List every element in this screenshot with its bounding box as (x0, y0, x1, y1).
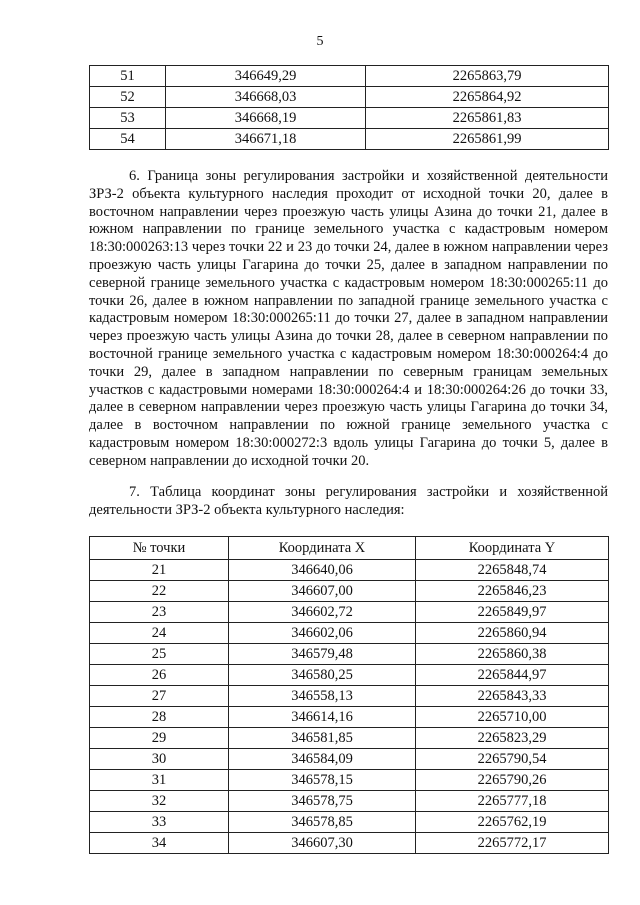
table-row (90, 129, 609, 150)
point-number-cell: 34 (90, 833, 229, 854)
coordinate-x-cell: 346607,00 (229, 581, 416, 602)
coordinate-x-cell: 346578,15 (229, 770, 416, 791)
table-row (90, 686, 609, 707)
table-row (90, 560, 609, 581)
point-number-cell: 31 (90, 770, 229, 791)
table-row (90, 66, 609, 87)
coord-table-body (90, 560, 609, 854)
point-number-cell: 53 (90, 108, 166, 129)
table-row (90, 749, 609, 770)
point-number-cell: 54 (90, 129, 166, 150)
point-number-cell: 26 (90, 665, 229, 686)
point-number-cell: 52 (90, 87, 166, 108)
coordinate-x-cell: 346558,13 (229, 686, 416, 707)
table-row (90, 108, 609, 129)
point-number-cell: 29 (90, 728, 229, 749)
point-number-cell: 32 (90, 791, 229, 812)
coordinate-y-cell: 2265864,92 (366, 87, 609, 108)
point-number-cell: 30 (90, 749, 229, 770)
table-row (90, 728, 609, 749)
coordinate-y-cell: 2265762,19 (416, 812, 609, 833)
coordinates-table (89, 536, 609, 854)
coordinate-y-cell: 2265860,38 (416, 644, 609, 665)
page-number: 5 (316, 34, 324, 49)
coordinate-x-cell: 346668,03 (166, 87, 366, 108)
table-row (90, 665, 609, 686)
point-number-cell: 25 (90, 644, 229, 665)
coordinate-y-cell: 2265710,00 (416, 707, 609, 728)
top-table-body (90, 66, 609, 150)
coordinate-x-cell: 346614,16 (229, 707, 416, 728)
coordinate-x-cell: 346649,29 (166, 66, 366, 87)
coordinate-y-cell: 2265823,29 (416, 728, 609, 749)
coordinate-x-cell: 346584,09 (229, 749, 416, 770)
table-row (90, 833, 609, 854)
coordinate-x-cell: 346602,72 (229, 602, 416, 623)
coordinate-y-cell: 2265863,79 (366, 66, 609, 87)
table-row (90, 623, 609, 644)
coordinate-y-cell: 2265848,74 (416, 560, 609, 581)
top-coordinates-table (89, 65, 609, 150)
coordinate-x-cell: 346668,19 (166, 108, 366, 129)
coordinate-y-cell: 2265861,83 (366, 108, 609, 129)
coordinate-x-cell: 346580,25 (229, 665, 416, 686)
coordinate-y-cell: 2265860,94 (416, 623, 609, 644)
coordinate-x-cell: 346578,85 (229, 812, 416, 833)
coordinate-y-cell: 2265861,99 (366, 129, 609, 150)
coordinate-y-cell: 2265772,17 (416, 833, 609, 854)
header-point-number: № точки (90, 537, 229, 560)
point-number-cell: 27 (90, 686, 229, 707)
coordinate-y-cell: 2265849,97 (416, 602, 609, 623)
coordinate-y-cell: 2265790,26 (416, 770, 609, 791)
table-row (90, 581, 609, 602)
point-number-cell: 28 (90, 707, 229, 728)
table-row (90, 791, 609, 812)
coordinate-y-cell: 2265777,18 (416, 791, 609, 812)
coordinate-y-cell: 2265846,23 (416, 581, 609, 602)
table-row (90, 602, 609, 623)
point-number-cell: 33 (90, 812, 229, 833)
coordinate-x-cell: 346671,18 (166, 129, 366, 150)
header-coordinate-y: Координата Y (416, 537, 609, 560)
table-row (90, 812, 609, 833)
table-row (90, 87, 609, 108)
coordinate-x-cell: 346602,06 (229, 623, 416, 644)
paragraph-7-table-caption: 7. Таблица координат зоны регулирования застройки и хозяйственной деятельности ЗРЗ-2 объекта культурного наследия: (89, 484, 608, 518)
table-row (90, 770, 609, 791)
coordinate-x-cell: 346581,85 (229, 728, 416, 749)
point-number-cell: 21 (90, 560, 229, 581)
table-row (90, 644, 609, 665)
coordinate-x-cell: 346579,48 (229, 644, 416, 665)
point-number-cell: 51 (90, 66, 166, 87)
coordinate-x-cell: 346640,06 (229, 560, 416, 581)
coordinate-x-cell: 346607,30 (229, 833, 416, 854)
table-row (90, 707, 609, 728)
point-number-cell: 22 (90, 581, 229, 602)
coordinate-y-cell: 2265790,54 (416, 749, 609, 770)
paragraph-6-boundary-description: 6. Граница зоны регулирования застройки и хозяйственной деятельности ЗРЗ-2 объекта культурного наследия проходит от исходной точки 20, далее в восточном направлении через проезжую часть улицы Азина до точки 21, далее в южном направлении по границе земельного участка с кадастровым номером 18:30:000263:13 через точки 22 и 23 до точки 24, далее в южном направлении через проезжую часть улицы Гагарина до точки 25, далее в западном направлении по северной границе земельного участка с кадастровым номером 18:30:000265:11 до точки 26, далее в южном направлении по западной границе земельного участка с кадастровым номером 18:30:000265:11 до точки 27, далее в западном направлении через проезжую часть улицы Азина до точки 28, далее в северном направлении по восточной границе земельного участка с кадастровым номером 18:30:000264:4 до точки 29, далее в западном направлении по северным границам земельных участков с кадастровыми номерами 18:30:000264:4 и 18:30:000264:26 до точки 33, далее в северном направлении через проезжую часть улицы Гагарина до точки 34, далее в восточном направлении по южной границе земельного участка с кадастровым номером 18:30:000272:3 вдоль улицы Гагарина до точки 5, далее в северном направлении до исходной точки 20. (89, 168, 608, 469)
coordinate-y-cell: 2265844,97 (416, 665, 609, 686)
point-number-cell: 24 (90, 623, 229, 644)
point-number-cell: 23 (90, 602, 229, 623)
table-header-row (90, 537, 609, 560)
coordinate-x-cell: 346578,75 (229, 791, 416, 812)
coordinate-y-cell: 2265843,33 (416, 686, 609, 707)
header-coordinate-x: Координата X (229, 537, 416, 560)
